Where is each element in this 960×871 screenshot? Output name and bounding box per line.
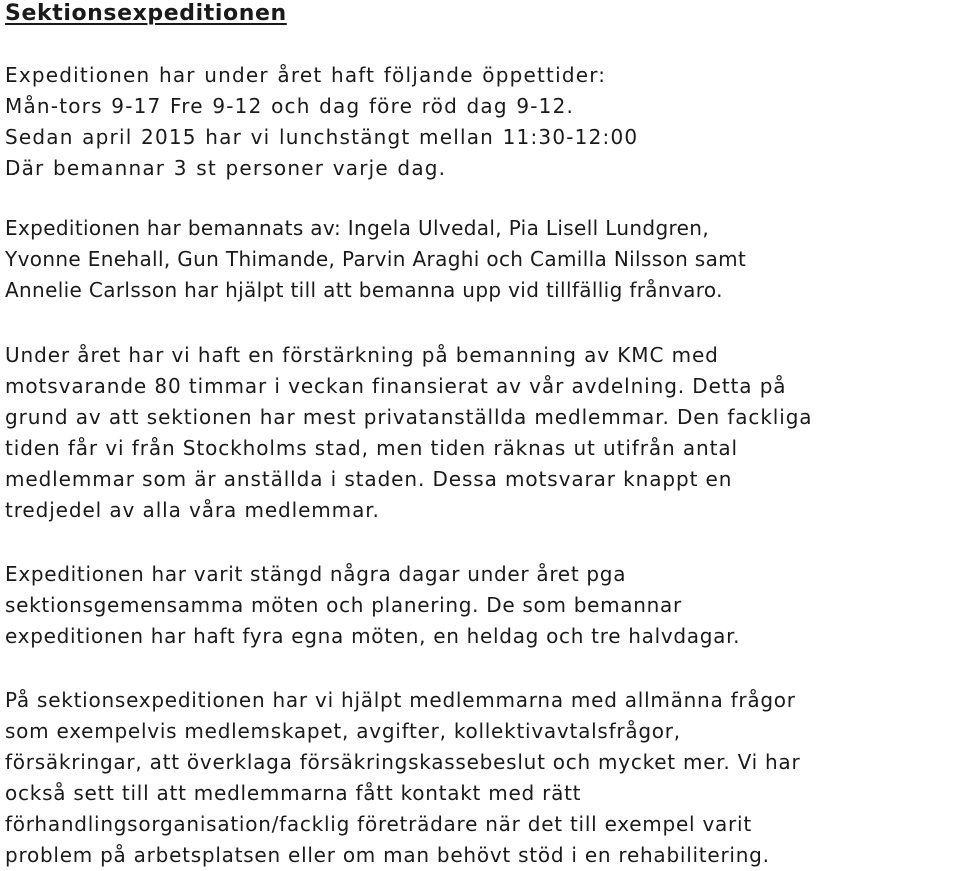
text-line: också sett till att medlemmarna fått kontakt med rätt xyxy=(5,781,582,805)
text-line: problem på arbetsplatsen eller om man behövt stöd i en rehabilitering. xyxy=(5,843,770,867)
text-line: Sedan april 2015 har vi lunchstängt mellan 11:30-12:00 xyxy=(5,125,639,149)
page-title: Sektionsexpeditionen xyxy=(5,1,287,26)
document xyxy=(5,0,957,867)
text-line: På sektionsexpeditionen har vi hjälpt medlemmarna med allmänna frågor xyxy=(5,688,796,712)
text-line: försäkringar, att överklaga försäkringskassebeslut och mycket mer. Vi har xyxy=(5,750,801,774)
paragraph-kmc-reinforcement xyxy=(5,340,812,526)
paragraph-closed-days xyxy=(5,559,740,652)
text-line: Yvonne Enehall, Gun Thimande, Parvin Araghi och Camilla Nilsson samt xyxy=(5,247,747,271)
text-line: som exempelvis medlemskapet, avgifter, kollektivavtalsfrågor, xyxy=(5,719,681,743)
text-line: expeditionen har haft fyra egna möten, en heldag och tre halvdagar. xyxy=(5,624,741,648)
text-line: tredjedel av alla våra medlemmar. xyxy=(5,498,380,522)
text-line: Expeditionen har bemannats av: Ingela Ulvedal, Pia Lisell Lundgren, xyxy=(5,216,710,240)
paragraph-opening-hours xyxy=(5,60,638,184)
text-line: Expeditionen har varit stängd några dagar under året pga xyxy=(5,562,627,586)
text-line: Mån-tors 9-17 Fre 9-12 och dag före röd dag 9-12. xyxy=(5,94,575,118)
text-line: Under året har vi haft en förstärkning på bemanning av KMC med xyxy=(5,343,719,367)
text-line: tiden får vi från Stockholms stad, men tiden räknas ut utifrån antal xyxy=(5,436,738,460)
text-line: medlemmar som är anställda i staden. Dessa motsvarar knappt en xyxy=(5,467,733,491)
text-line: grund av att sektionen har mest privatanställda medlemmar. Den fackliga xyxy=(5,405,813,429)
paragraph-staffing xyxy=(5,213,746,306)
text-line: sektionsgemensamma möten och planering. De som bemannar xyxy=(5,593,682,617)
paragraph-member-help xyxy=(5,685,800,871)
text-line: motsvarande 80 timmar i veckan finansierat av vår avdelning. Detta på xyxy=(5,374,787,398)
text-line: Annelie Carlsson har hjälpt till att bemanna upp vid tillfällig frånvaro. xyxy=(5,278,723,302)
text-line: förhandlingsorganisation/facklig företrädare när det till exempel varit xyxy=(5,812,752,836)
text-line: Där bemannar 3 st personer varje dag. xyxy=(5,156,447,180)
text-line: Expeditionen har under året haft följande öppettider: xyxy=(5,63,607,87)
